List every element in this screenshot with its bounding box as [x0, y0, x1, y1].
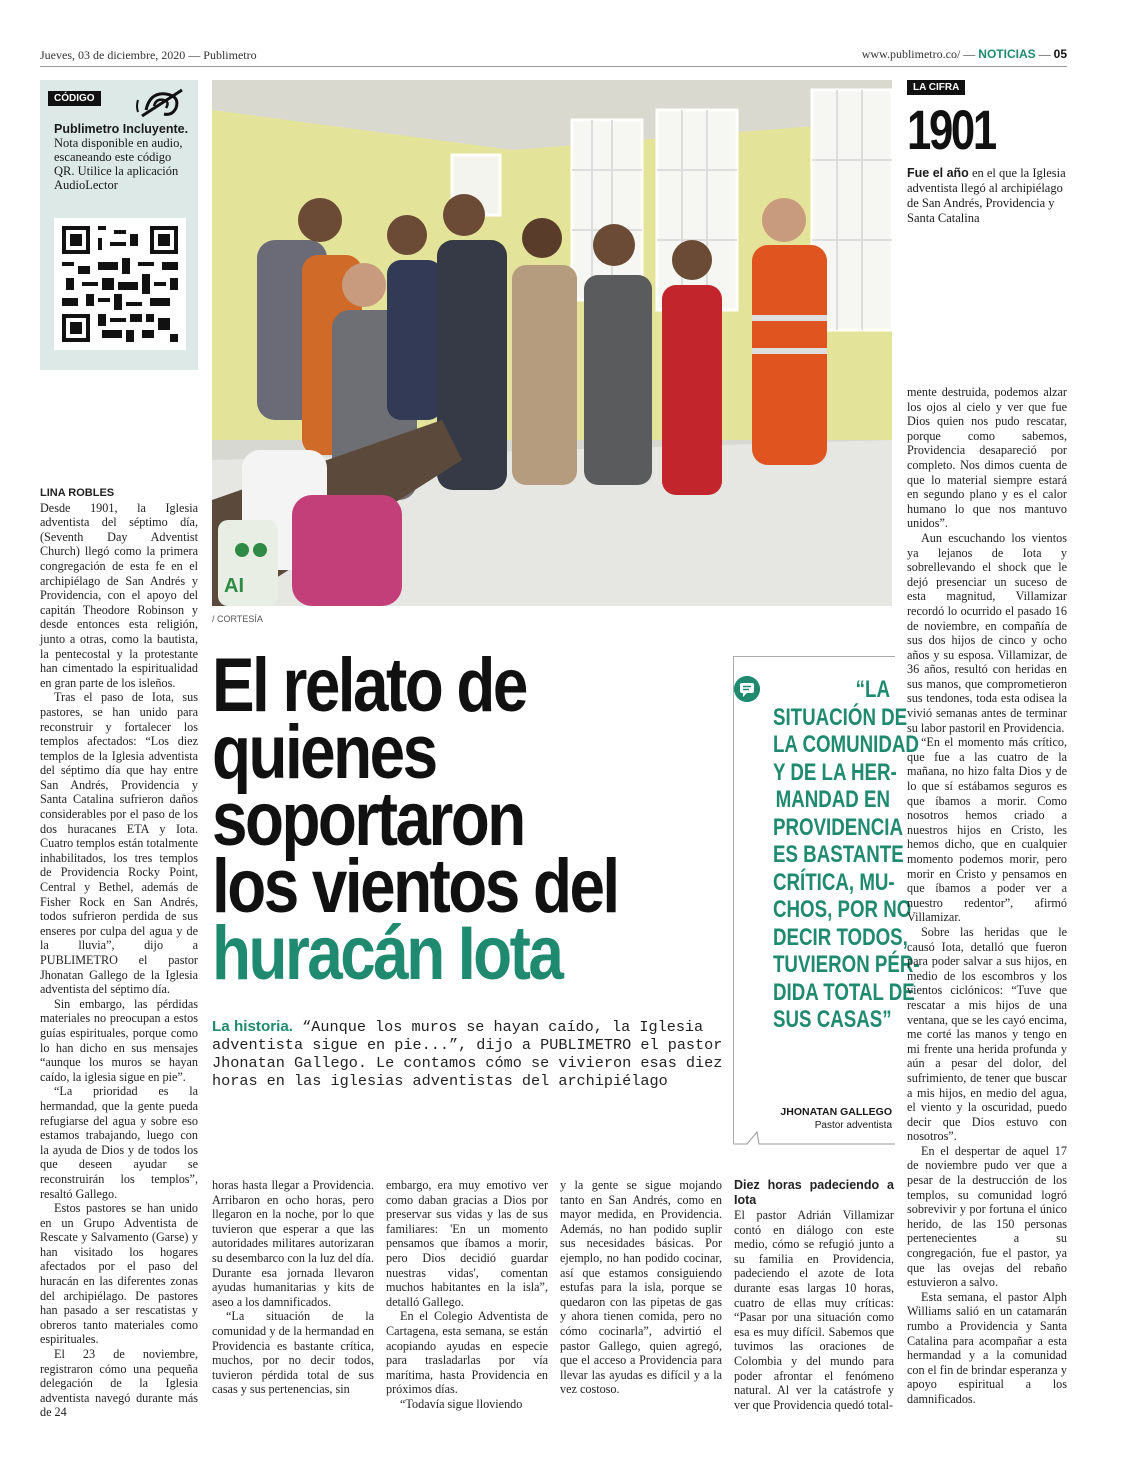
quote-line: TUVIERON PÉR-	[773, 951, 920, 978]
pull-quote	[740, 676, 920, 1034]
paragraph: Tras el paso de Iota, sus pastores, se han unido para reconstruir y fortalecer los templos afectados: “Los diez templos de la Iglesia adventista del séptimo día que hay entre San Andrés, Providencia y Santa Catalina sufrieron daños considerables por el paso de los dos huracanes ETA y Iota. Cuatro templos están totalmente inhabilitados, los tres templos de Providencia Rocky Point, Central y Bethel, además de Fisher Rock en San Andrés, todos sufrieron perdida de sus enseres por culpa del agua y de la lluvia”, dijo a PUBLIMETRO el pastor Jhonatan Gallego de la Iglesia adventista del séptimo día.	[40, 690, 198, 997]
quote-line: DIDA TOTAL DE	[773, 978, 915, 1006]
headline-line-2: quienes	[212, 710, 436, 795]
subhead: Diez horas padeciendo a Iota	[734, 1178, 894, 1207]
paragraph: “En el momento más crítico, que fue a las cuatro de la mañana, no hizo falta Dios y de lo que sí estábamos seguros es que íbamos a morir. Como nosotros hemos criado a nuestros hijos en Cristo, les hemos dicho, que en cualquier momento podemos morir, pero morir en Cristo y pensamos en que íbamos a poder ver a nuestro redentor”, afirmó Villamizar.	[907, 735, 1067, 925]
folio-url: www.publimetro.co/ —	[861, 47, 976, 61]
page-number: 05	[1053, 47, 1067, 61]
paragraph: y la gente se sigue mojando tanto en San Andrés, como en mayor medida, en Providencia. Además, no han podido suplir sus necesidades básicas. Por ejemplo, no han podido cocinar, así que estamos consiguiendo estufas para la isla, porque se quedaron con las pipetas de gas y ahora tienen comida, pero no cómo cocinarla”, advirtió el pastor Gallego, quien agregó, que el acceso a Providencia para llevar las ayudas es difícil y a la vez costoso.	[560, 1178, 722, 1397]
headline-line-1: El relato de	[212, 643, 526, 728]
header-rule	[40, 66, 1067, 67]
paragraph: El 23 de noviembre, registraron cómo una pequeña delegación de la Iglesia adventista navegó durante más de 24	[40, 1347, 198, 1420]
article-column-3	[386, 1178, 548, 1412]
paragraph: En el despertar de aquel 17 de noviembre pudo ver que a pesar de la destrucción de los templos, su comunidad logró sobrevivir y por fortuna el único herido, de las 150 personas pertenecientes a su congregación, fue el pastor, ya que las ovejas del rebaño estuvieron a salvo.	[907, 1143, 1067, 1290]
quote-line: CRÍTICA, MU-	[773, 868, 895, 896]
quote-role: Pastor adventista	[814, 1120, 892, 1131]
paragraph: “La situación de la comunidad y de la hermandad en Providencia es bastante crítica, muchos, por no decir todos, tuvieron pérdida total de sus casas y sus pertenencias, sin	[212, 1309, 374, 1397]
main-photo	[212, 80, 892, 606]
byline: LINA ROBLES	[40, 487, 115, 499]
headline-line-5: huracán Iota	[212, 911, 562, 996]
folio-date: Jueves, 03 de diciembre, 2020 — Publimetro	[40, 48, 257, 62]
codigo-box	[40, 80, 198, 370]
folio-sep: —	[1038, 47, 1051, 61]
cifra-body: en el que la Iglesia adventista llegó al archipiélago de San Andrés, Providencia y Santa Catalina	[907, 166, 1066, 225]
codigo-text	[48, 122, 190, 192]
cifra-number: 1901	[907, 98, 995, 161]
cifra-text	[907, 166, 1072, 226]
paragraph: Sobre las heridas que le causó Iota, detalló que fueron para poder salvar a sus hijos, en medio de los escombros y los vientos ciclónicos: “Tuve que rescatar a mis hijos de una ventana, que se les cayó encima, me corté las manos y tengo en mi frente una herida profunda y aún a pesar del dolor, del sufrimiento, de tener que buscar a mis hijos, en medio del agua, el viento y la oscuridad, puedo decir que Dios estuvo con nosotros”.	[907, 924, 1067, 1144]
paragraph: Aun escuchando los vientos ya lejanos de Iota y sobrellevando el shock que le dejó presenciar un suceso de esta magnitud, Villamizar recordó lo ocurrido el pasado 16 de noviembre, en compañía de sus dos hijos de cinco y ocho años y su esposa. Villamizar, de 36 años, resultó con heridas en sus manos, que comprometieron sus tendones, toda esta odisea la vivió semanas antes de terminar su labor pastoril en Providencia.	[907, 530, 1067, 735]
codigo-body: Nota disponible en audio, escaneando este código QR. Utilice la aplicación AudioLector	[54, 136, 183, 192]
quote-author: JHONATAN GALLEGO	[780, 1106, 892, 1118]
banner-text: AI	[224, 575, 244, 597]
qr-pattern-icon	[62, 226, 178, 342]
paragraph: Sin embargo, las pérdidas materiales no preocupan a estos guías espirituales, porque como lo han dicho en sus mensajes “aunque los muros se hayan caído, la iglesia sigue en pie”.	[40, 996, 198, 1084]
codigo-tag: CÓDIGO	[48, 91, 101, 106]
folio-section: NOTICIAS	[978, 47, 1036, 61]
deck-text: “Aunque los muros se hayan caído, la Iglesia adventista sigue en pie...”, dijo a PUBLIMETRO el pastor Jhonatan Gallego. Le contamos cómo se vivieron esas diez horas en las iglesias adventistas del archipiélago	[212, 1018, 723, 1090]
quote-line: DECIR TODOS,	[773, 923, 908, 951]
paragraph: En el Colegio Adventista de Cartagena, esta semana, se están acopiando ayudas en especie para trasladarlas por vía marítima, hasta Providencia en próximos días.	[386, 1309, 548, 1397]
quote-attribution	[780, 1106, 892, 1132]
paragraph: “Todavía sigue lloviendo	[400, 1396, 523, 1411]
article-column-4	[560, 1178, 722, 1397]
article-column-6	[907, 385, 1067, 1407]
headline-line-3: soportaron	[212, 777, 524, 862]
paragraph: Esta semana, el pastor Alph Williams salió en un catamarán rumbo a Providencia y Santa Catalina para acompañar a esta hermandad y a la comunidad con el fin de brindar esperanza y apoyo espiritual a los damnificados.	[907, 1289, 1067, 1406]
qr-code[interactable]	[54, 218, 186, 350]
paragraph: Estos pastores se han unido en un Grupo Adventista de Rescate y Salvamento (Garse) y han visitado los hogares afectados por el paso del huracán en las diferentes zonas del archipiélago. De pastores han pasado a ser rescatistas y obreros tanto materiales como espirituales.	[40, 1201, 198, 1347]
deck	[212, 1018, 732, 1090]
article-column-1	[40, 486, 198, 1420]
article-column-2	[212, 1178, 374, 1397]
article-column-5	[734, 1178, 894, 1412]
codigo-bold: Publimetro Incluyente.	[54, 122, 189, 136]
quote-line: ES BASTANTE	[773, 841, 904, 868]
volunteers-photo-illustration	[212, 80, 892, 606]
cifra-bold: Fue el año	[907, 166, 969, 180]
folio-right	[862, 47, 1067, 62]
deck-label: La historia.	[212, 1018, 294, 1035]
paragraph: “La prioridad es la hermandad, que la gente pueda refugiarse del agua y sobre eso estamos trabajando, luego con la ayuda de Dios y de todos los que deseen ayudar se reconstruirán los templos”, resaltó Gallego.	[40, 1084, 198, 1201]
quote-line: PROVIDENCIA	[773, 813, 904, 841]
quote-line: CHOS, POR NO	[773, 896, 912, 923]
quote-line: Y DE LA HER-	[773, 758, 897, 786]
paragraph: embargo, era muy emotivo ver como daban gracias a Dios por preservar sus vidas y las de sus familiares: 'En un momento pensamos que íbamos a morir, pero Dios decidió guardar nuestras vidas', comentan muchos habitantes en la isla”, detalló Gallego.	[386, 1178, 548, 1309]
paragraph: El pastor Adrián Villamizar contó en diálogo con este medio, cómo se refugió junto a su familia en Providencia, padeciendo el azote de Iota durante esas largas 10 horas, cuatro de ellas muy críticas: “Pasar por una situación como esa es muy difícil. Sabemos que tuvimos las oraciones de Colombia y del mundo para poder afrontar el fenómeno natural. Al ver la catástrofe y ver que Providencia quedó total-	[734, 1208, 894, 1412]
quote-line: “LA	[855, 676, 890, 703]
quote-line: LA COMUNIDAD	[773, 731, 919, 758]
paragraph: Desde 1901, la Iglesia adventista del séptimo día, (Seventh Day Adventist Church) llegó como la primera congregación de esta fe en el archipiélago de San Andrés y Providencia, con el apoyo del capitán Theodore Robinson y desde entonces esta religión, junto a otras, como la bautista, la pentecostal y la protestante han cimentado la espiritualidad en gran parte de los isleños.	[40, 500, 198, 690]
quote-line: MANDAD EN	[775, 786, 890, 813]
audio-ear-icon	[136, 86, 188, 120]
quote-line: SUS CASAS”	[773, 1006, 892, 1033]
paragraph: mente destruida, podemos alzar los ojos al cielo y ver que fue Dios quien nos pudo rescatar, porque como sabemos, Providencia desapareció por completo. Nos dimos cuenta de que lo material siempre estará en segundo plano y es el calor humano lo que nos mantuvo unidos”.	[907, 385, 1067, 531]
photo-credit: / CORTESÍA	[212, 614, 263, 624]
quote-line: SITUACIÓN DE	[773, 703, 908, 731]
paragraph: horas hasta llegar a Providencia. Arribaron en ocho horas, pero llegaron en la noche, por lo que tuvieron que esperar a que las autoridades militares autorizaran su desembarco con la luz del día. Durante esa jornada llevaron ayudas humanitarias y kits de aseo a los damnificados.	[212, 1178, 374, 1309]
cifra-tag: LA CIFRA	[907, 80, 965, 95]
headline	[212, 643, 732, 996]
headline-line-4: los vientos del	[212, 844, 618, 929]
